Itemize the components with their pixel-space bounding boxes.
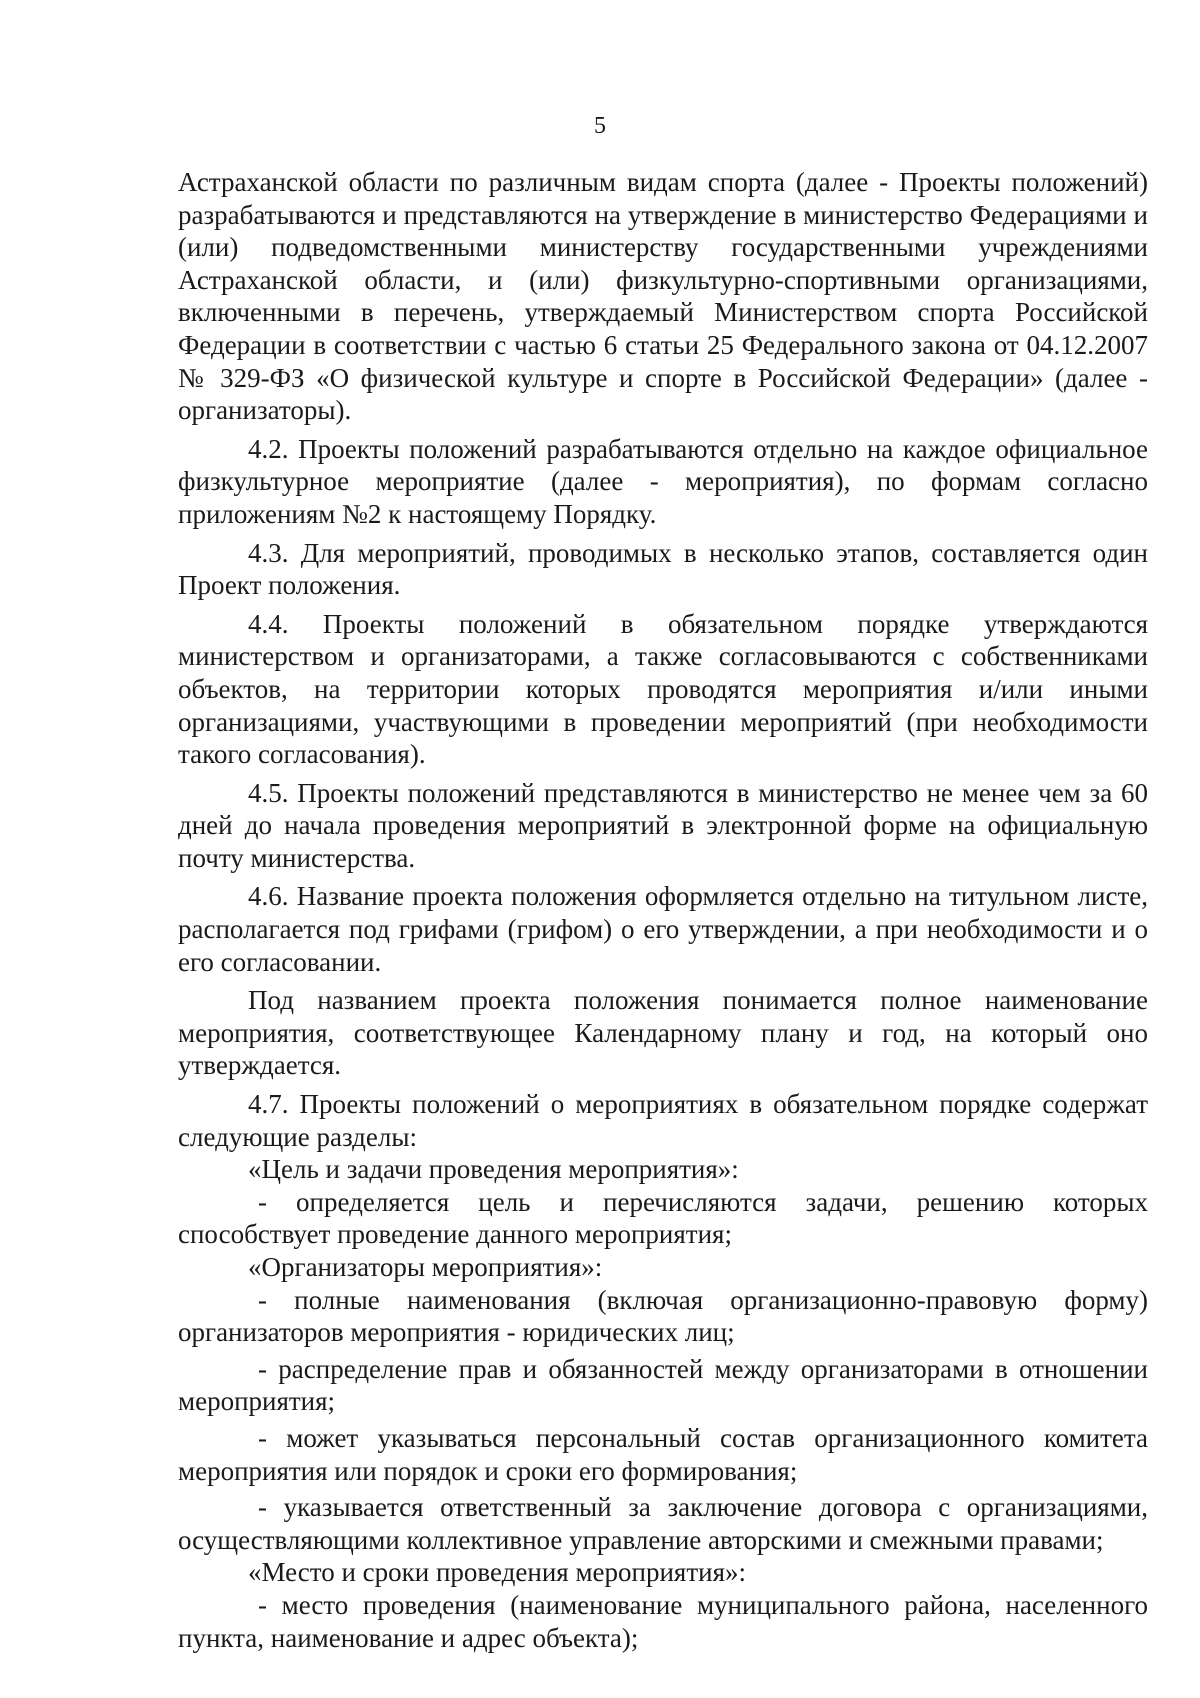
list-item: - определяется цель и перечисляются задачи, решению которых способствует проведение данного мероприятия;: [178, 1186, 1148, 1250]
paragraph: 4.5. Проекты положений представляются в министерство не менее чем за 60 дней до начала проведения мероприятий в электронной форме на официальную почту министерства.: [178, 777, 1148, 873]
document-body: [178, 166, 1148, 1654]
list-item: - полные наименования (включая организационно-правовую форму) организаторов мероприятия - юридических лиц;: [178, 1284, 1148, 1348]
paragraph: 4.3. Для мероприятий, проводимых в несколько этапов, составляется один Проект положения.: [178, 537, 1148, 601]
section-heading: «Организаторы мероприятия»:: [248, 1252, 603, 1282]
paragraph: 4.7. Проекты положений о мероприятиях в обязательном порядке содержат следующие разделы:: [178, 1089, 1148, 1152]
paragraph: 4.6. Название проекта положения оформляется отдельно на титульном листе, располагается под грифами (грифом) о его утверждении, а при необходимости и о его согласовании.: [178, 881, 1148, 977]
page-number: 5: [594, 113, 606, 139]
list-item: - место проведения (наименование муниципального района, населенного пункта, наименование и адрес объекта);: [178, 1589, 1148, 1653]
paragraph: Астраханской области по различным видам спорта (далее - Проекты положений) разрабатываются и представляются на утверждение в министерство Федерациями и (или) подведомственными министерству государственными учреждениями Астраханской области, и (или) физкультурно-спортивными организациями, включенными в перечень, утверждаемый Министерством спорта Российской Федерации в соответствии с частью 6 статьи 25 Федерального закона от 04.12.2007 № 329-ФЗ «О физической культуре и спорте в Российской Федерации» (далее - организаторы).: [178, 167, 1148, 426]
list-item: - распределение прав и обязанностей между организаторами в отношении мероприятия;: [178, 1353, 1148, 1417]
paragraph: Под названием проекта положения понимается полное наименование мероприятия, соответствующее Календарному плану и год, на который оно утверждается.: [178, 985, 1148, 1081]
list-item: - указывается ответственный за заключение договора с организациями, осуществляющими коллективное управление авторскими и смежными правами;: [178, 1492, 1148, 1555]
paragraph: 4.2. Проекты положений разрабатываются отдельно на каждое официальное физкультурное мероприятие (далее - мероприятия), по формам согласно приложениям №2 к настоящему Порядку.: [178, 433, 1148, 529]
paragraph: 4.4. Проекты положений в обязательном порядке утверждаются министерством и организаторами, а также согласовываются с собственниками объектов, на территории которых проводятся мероприятия и/или иными организациями, участвующими в проведении мероприятий (при необходимости такого согласования).: [178, 608, 1148, 770]
section-heading: «Место и сроки проведения мероприятия»:: [248, 1557, 746, 1588]
section-heading: «Цель и задачи проведения мероприятия»:: [248, 1154, 739, 1185]
list-item: - может указываться персональный состав организационного комитета мероприятия или порядок и сроки его формирования;: [178, 1422, 1148, 1486]
